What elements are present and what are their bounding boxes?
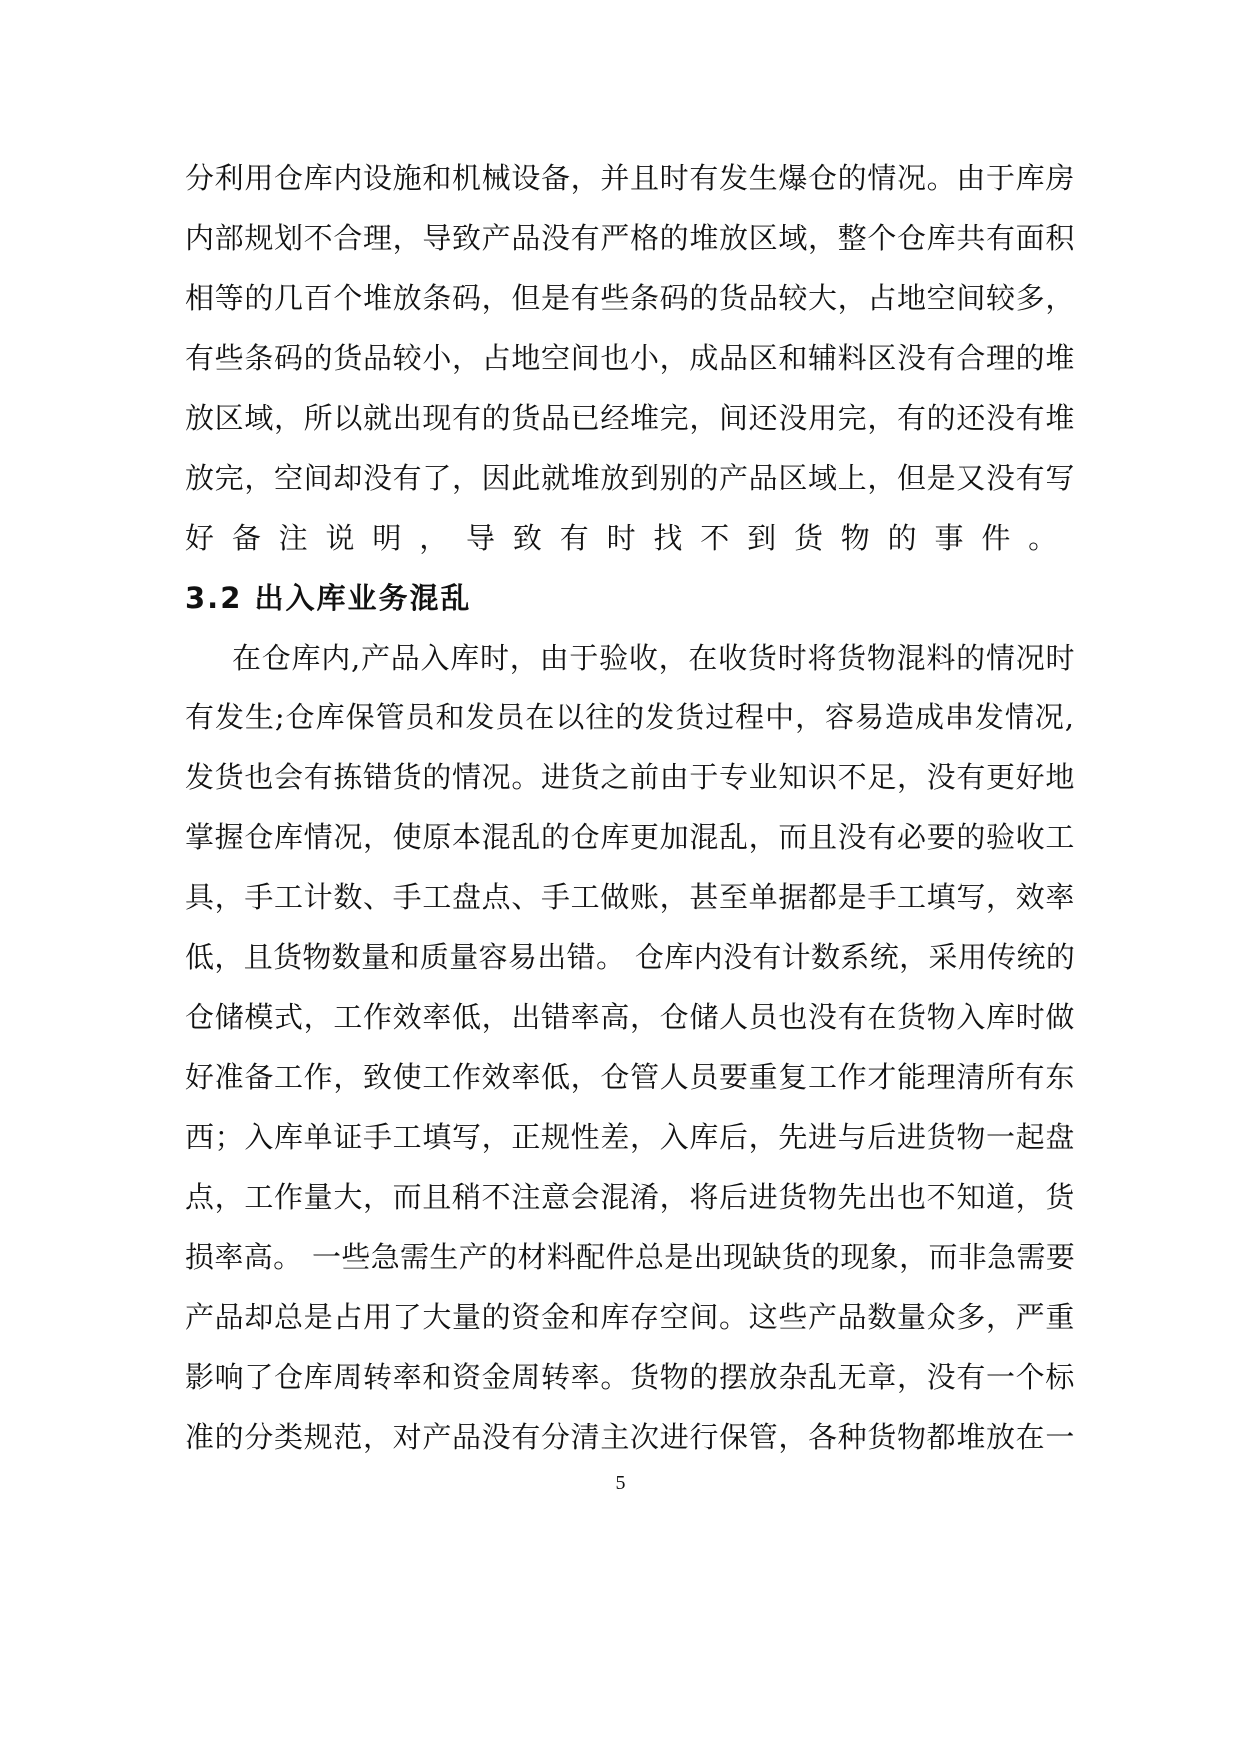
paragraph-line: 低，且货物数量和质量容易出错。 仓库内没有计数系统，采用传统的 <box>185 940 1076 974</box>
paragraph-line: 准的分类规范，对产品没有分清主次进行保管，各种货物都堆放在一 <box>185 1420 1076 1454</box>
paragraph-line: 放区域，所以就出现有的货品已经堆完，间还没用完，有的还没有堆 <box>185 401 1076 435</box>
paragraph-line: 好准备工作，致使工作效率低，仓管人员要重复工作才能理清所有东 <box>185 1060 1076 1094</box>
section-heading: 3.2 出入库业务混乱 <box>185 581 472 615</box>
paragraph-line: 在仓库内,产品入库时，由于验收，在收货时将货物混料的情况时 <box>232 641 1076 675</box>
paragraph-line: 放完，空间却没有了，因此就堆放到别的产品区域上，但是又没有写 <box>185 461 1076 495</box>
paragraph-line: 损率高。 一些急需生产的材料配件总是出现缺货的现象，而非急需要 <box>185 1240 1076 1274</box>
paragraph-line: 产品却总是占用了大量的资金和库存空间。这些产品数量众多，严重 <box>185 1300 1076 1334</box>
paragraph-line: 相等的几百个堆放条码，但是有些条码的货品较大，占地空间较多， <box>185 281 1076 315</box>
paragraph-line: 好备注说明，导致有时找不到货物的事件。 <box>185 521 1076 555</box>
paragraph-line: 掌握仓库情况，使原本混乱的仓库更加混乱，而且没有必要的验收工 <box>185 820 1076 854</box>
paragraph-line: 点，工作量大，而且稍不注意会混淆，将后进货物先出也不知道，货 <box>185 1180 1076 1214</box>
paragraph-line: 西；入库单证手工填写，正规性差，入库后，先进与后进货物一起盘 <box>185 1120 1076 1154</box>
page-number: 5 <box>615 1472 626 1494</box>
paragraph-line: 有发生;仓库保管员和发员在以往的发货过程中，容易造成串发情况, <box>185 700 1075 734</box>
paragraph-line: 具，手工计数、手工盘点、手工做账，甚至单据都是手工填写，效率 <box>185 880 1076 914</box>
paragraph-line: 仓储模式，工作效率低，出错率高，仓储人员也没有在货物入库时做 <box>185 1000 1076 1034</box>
paragraph-line: 有些条码的货品较小，占地空间也小，成品区和辅料区没有合理的堆 <box>185 341 1076 375</box>
paragraph-line: 影响了仓库周转率和资金周转率。货物的摆放杂乱无章，没有一个标 <box>185 1360 1076 1394</box>
paragraph-line: 发货也会有拣错货的情况。进货之前由于专业知识不足，没有更好地 <box>185 760 1076 794</box>
paragraph-line: 分利用仓库内设施和机械设备，并且时有发生爆仓的情况。由于库房 <box>185 161 1076 195</box>
paragraph-line: 内部规划不合理，导致产品没有严格的堆放区域，整个仓库共有面积 <box>185 221 1076 255</box>
